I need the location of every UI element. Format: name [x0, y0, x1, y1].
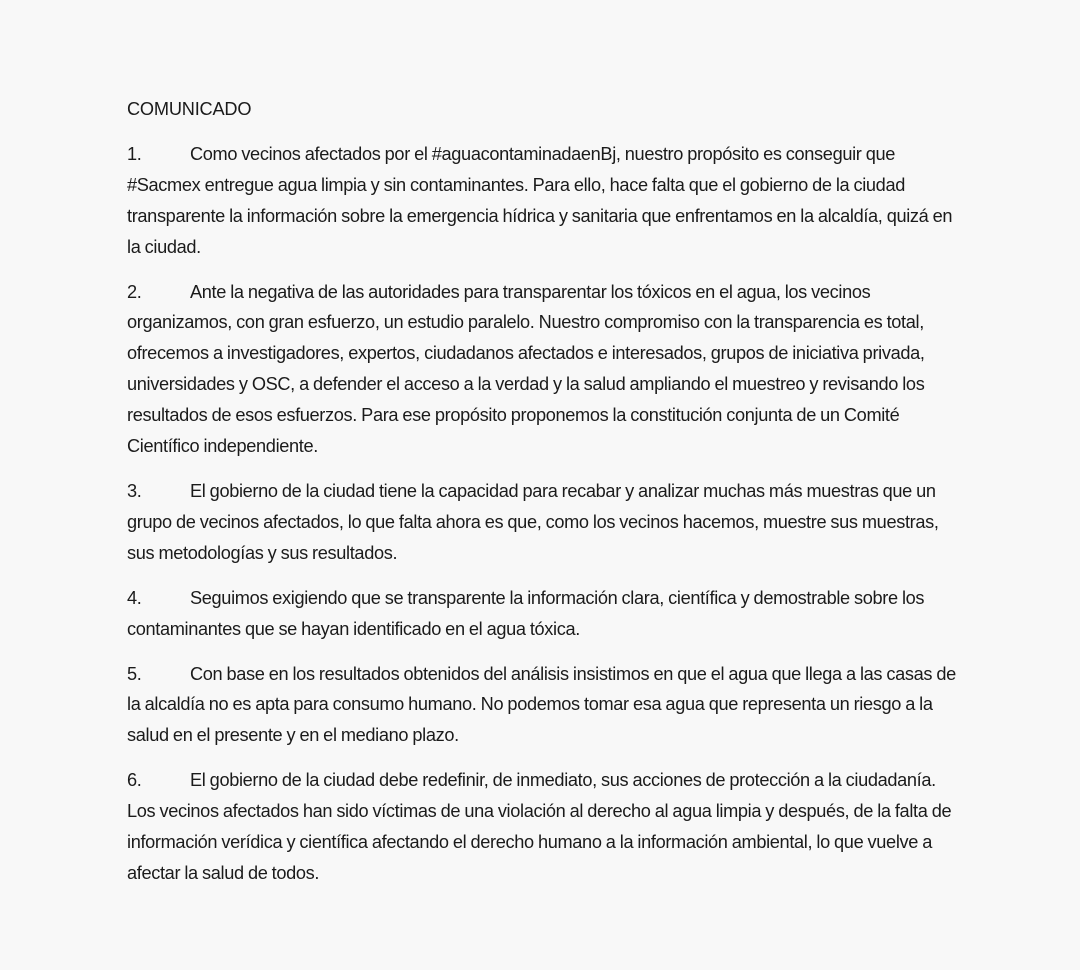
paragraph-number: 6.	[127, 770, 142, 791]
document-page	[127, 94, 957, 903]
paragraph-number: 1.	[127, 143, 142, 164]
paragraph-3	[127, 476, 957, 569]
paragraph-number: 3.	[127, 480, 142, 501]
paragraph-4	[127, 583, 957, 645]
paragraph-text: El gobierno de la ciudad tiene la capacidad para recabar y analizar muchas más muestras que un grupo de vecinos afectados, lo que falta ahora es que, como los vecinos hacemos, muestre sus muestras, sus metodologías y sus resultados.	[127, 480, 939, 563]
paragraph-text: Seguimos exigiendo que se transparente la información clara, científica y demostrable sobre los contaminantes que se hayan identificado en el agua tóxica.	[127, 587, 925, 639]
paragraph-number: 2.	[127, 281, 142, 302]
paragraph-6	[127, 765, 957, 889]
paragraph-number: 4.	[127, 587, 142, 608]
paragraph-number: 5.	[127, 663, 142, 684]
paragraph-text: Con base en los resultados obtenidos del análisis insistimos en que el agua que llega a las casas de la alcaldía no es apta para consumo humano. No podemos tomar esa agua que representa un riesgo a la salud en el presente y en el mediano plazo.	[127, 663, 956, 746]
paragraph-1	[127, 139, 957, 263]
paragraph-text: El gobierno de la ciudad debe redefinir, de inmediato, sus acciones de protección a la ciudadanía. Los vecinos afectados han sido víctimas de una violación al derecho al agua limpia y después, de la falta de información verídica y científica afectando el derecho humano a la información ambiental, lo que vuelve a afectar la salud de todos.	[127, 770, 952, 883]
paragraph-text: Como vecinos afectados por el #aguacontaminadaenBj, nuestro propósito es conseguir que #Sacmex entregue agua limpia y sin contaminantes. Para ello, hace falta que el gobierno de la ciudad transparente la información sobre la emergencia hídrica y sanitaria que enfrentamos en la alcaldía, quizá en la ciudad.	[127, 143, 953, 257]
document-title: COMUNICADO	[127, 99, 252, 119]
paragraph-text: Ante la negativa de las autoridades para transparentar los tóxicos en el agua, los vecinos organizamos, con gran esfuerzo, un estudio paralelo. Nuestro compromiso con la transparencia es total, ofrecemos a investigadores, expertos, ciudadanos afectados e interesados, grupos de iniciativa privada, universidades y OSC, a defender el acceso a la verdad y la salud ampliando el muestreo y revisando los resultados de esos esfuerzos. Para ese propósito proponemos la constitución conjunta de un Comité Científico independiente.	[127, 281, 925, 457]
paragraph-5	[127, 659, 957, 752]
paragraph-2	[127, 277, 957, 462]
